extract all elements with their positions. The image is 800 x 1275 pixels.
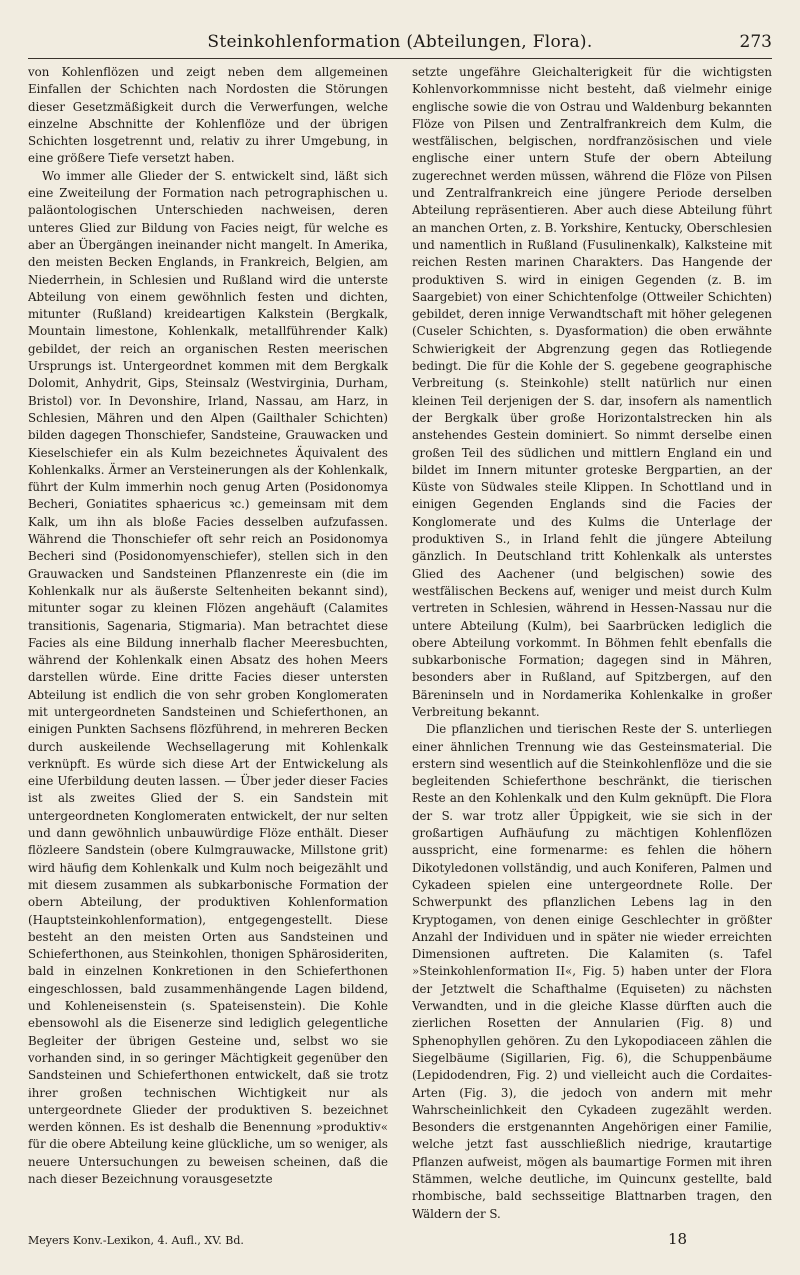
left-column [28, 64, 388, 1222]
page-header [28, 30, 772, 59]
paragraph: Wo immer alle Glieder der S. entwickelt sind, läßt sich eine Zweiteilung der Formation nach petrographischen u. paläontologischen Unterschieden nachweisen, deren unteres Glied zur Bildung von Facies neigt, für welche es aber an Übergängen ineinander nicht mangelt. In Amerika, den meisten Becken Englands, in Frankreich, Belgien, am Niederrhein, in Schlesien und Rußland wird die unterste Abteilung von einem gewöhnlich festen und dichten, mitunter (Rußland) kreideartigen Kalkstein (Bergkalk, Mountain limestone, Kohlenkalk, metallführender Kalk) gebildet, der reich an organischen Resten meerischen Ursprungs ist. Untergeordnet kommen mit dem Bergkalk Dolomit, Anhydrit, Gips, Steinsalz (Westvirginia, Durham, Bristol) vor. In Devonshire, Irland, Nassau, am Harz, in Schlesien, Mähren und den Alpen (Gailthaler Schichten) bilden dagegen Thonschiefer, Sandsteine, Grauwacken und Kieselschiefer ein als Kulm bezeichnetes Äquivalent des Kohlenkalks. Ärmer an Versteinerungen als der Kohlenkalk, führt der Kulm immerhin noch genug Arten (Posidonomya Becheri, Goniatites sphaericus ꝛc.) gemeinsam mit dem Kalk, um ihn als bloße Facies desselben aufzufassen. Während die Thonschiefer oft sehr reich an Posidonomya Becheri sind (Posidonomyenschiefer), stellen sich in den Grauwacken und Sandsteinen Pflanzenreste ein (die im Kohlenkalk nur als äußerste Seltenheiten bekannt sind), mitunter sogar zu kleinen Flözen angehäuft (Calamites transitionis, Sagenaria, Stigmaria). Man betrachtet diese Facies als eine Bildung innerhalb flacher Meeresbuchten, während der Kohlenkalk einen Absatz des hohen Meers darstellen würde. Eine dritte Facies dieser untersten Abteilung ist endlich die von sehr groben Konglomeraten mit untergeordneten Sandsteinen und Schieferthonen, an einigen Punkten Sachsens flözführend, in mehreren Becken durch auskeilende Wechsellagerung mit Kohlenkalk verknüpft. Es würde sich diese Art der Entwickelung als eine Uferbildung deuten lassen. — Über jeder dieser Facies ist als zweites Glied der S. ein Sandstein mit untergeordneten Konglomeraten entwickelt, der nur selten und dann gewöhnlich unbauwürdige Flöze enthält. Dieser flözleere Sandstein (obere Kulmgrauwacke, Millstone grit) wird häufig dem Kohlenkalk und Kulm noch beigezählt und mit diesem zusammen als subkarbonische Formation der obern Abteilung, der produktiven Kohlenformation (Hauptsteinkohlenformation), entgegengestellt. Diese besteht an den meisten Orten aus Sandsteinen und Schieferthonen, aus Steinkohlen, thonigen Sphärosideriten, bald in einzelnen Konkretionen in den Schieferthonen eingeschlossen, bald zusammenhängende Lagen bildend, und Kohleneisenstein (s. Spateisenstein). Die Kohle ebensowohl als die Eisenerze sind lediglich gelegentliche Begleiter der übrigen Gesteine und, selbst wo sie vorhanden sind, in so geringer Mächtigkeit gegenüber den Sandsteinen und Schieferthonen entwickelt, daß sie trotz ihrer großen technischen Wichtigkeit nur als untergeordnete Glieder der produktiven S. bezeichnet werden können. Es ist deshalb die Benennung »produktiv« für die obere Abteilung keine glückliche, um so weniger, als neuere Untersuchungen zu beweisen scheinen, daß die nach dieser Bezeichnung vorausgesetzte [28, 168, 388, 1186]
paragraph: von Kohlenflözen und zeigt neben dem allgemeinen Einfallen der Schichten nach Nordosten die Störungen dieser Gesetzmäßigkeit durch die Verwerfungen, welche einzelne Abschnitte der Kohlenflöze und der übrigen Schichten losgetrennt und, relativ zu ihrer Umgebung, in eine größere Tiefe versetzt haben. [28, 65, 388, 166]
paragraph: setzte ungefähre Gleichalterigkeit für die wichtigsten Kohlenvorkommnisse nicht besteht, daß vielmehr einige englische sowie die von Ostrau und Waldenburg bekannten Flöze von Pilsen und Zentralfrankreich dem Kulm, die westfälischen, belgischen, nordfranzösischen und viele englische einer untern Stufe der obern Abteilung zugerechnet werden müssen, während die Flöze von Pilsen und Zentralfrankreich eine jüngere Periode derselben Abteilung repräsentieren. Aber auch diese Abteilung führt an manchen Orten, z. B. Yorkshire, Kentucky, Oberschlesien und namentlich in Rußland (Fusulinenkalk), Kalksteine mit reichen Resten marinen Charakters. Das Hangende der produktiven S. wird in einigen Gegenden (z. B. im Saargebiet) von einer Schichtenfolge (Ottweiler Schichten) gebildet, deren innige Verwandtschaft mit höher gelegenen (Cuseler Schichten, s. Dyasformation) die oben erwähnte Schwierigkeit der Abgrenzung gegen das Rotliegende bedingt. Die für die Kohle der S. gegebene geographische Verbreitung (s. Steinkohle) stellt natürlich nur einen kleinen Teil derjenigen der S. dar, insofern als namentlich der Bergkalk über große Horizontalstrecken hin als anstehendes Gestein dominiert. So nimmt derselbe einen großen Teil des südlichen und mittlern England ein und bildet im Innern mitunter groteske Bergpartien, an der Küste von Südwales steile Klippen. In Schottland und in einigen Gegenden Englands sind die Facies der Konglomerate und des Kulms die Unterlage der produktiven S., in Irland fehlt die jüngere Abteilung gänzlich. In Deutschland tritt Kohlenkalk als unterstes Glied des Aachener (und belgischen) sowie des westfälischen Beckens auf, weniger und meist durch Kulm vertreten in Schlesien, während in Hessen-Nassau nur die untere Abteilung (Kulm), bei Saarbrücken lediglich die obere Abteilung vorkommt. In Böhmen fehlt ebenfalls die subkarbonische Formation; dagegen sind in Mähren, besonders aber in Rußland, auf Spitzbergen, auf den Bäreninseln und in Nordamerika Kohlenkalke in großer Verbreitung bekannt. [412, 65, 772, 719]
source-line: Meyers Konv.-Lexikon, 4. Aufl., XV. Bd. [28, 1234, 244, 1247]
right-column [412, 64, 772, 1222]
page-footer [28, 1230, 772, 1252]
running-title: Steinkohlenformation (Abteilungen, Flora). [207, 32, 593, 52]
paragraph: Die pflanzlichen und tierischen Reste der S. unterliegen einer ähnlichen Trennung wie das Gesteinsmaterial. Die erstern sind wesentlich auf die Steinkohlenflöze und die sie begleitenden Schieferthone beschränkt, die tierischen Reste an den Kohlenkalk und den Kulm geknüpft. Die Flora der S. war trotz aller Üppigkeit, wie sie sich in der großartigen Aufhäufung zu mächtigen Kohlenflözen ausspricht, eine formenarme: es fehlen die höhern Dikotyledonen vollständig, und auch Koniferen, Palmen und Cykadeen spielen eine untergeordnete Rolle. Der Schwerpunkt des pflanzlichen Lebens lag in den Kryptogamen, von denen einige Geschlechter in größter Anzahl der Individuen und in später nie wieder erreichten Dimensionen auftreten. Die Kalamiten (s. Tafel »Steinkohlenformation II«, Fig. 5) haben unter der Flora der Jetztwelt die Schafthalme (Equiseten) zu nächsten Verwandten, und in die gleiche Klasse dürften auch die zierlichen Rosetten der Annularien (Fig. 8) und Sphenophyllen gehören. Zu den Lykopodiaceen zählen die Siegelbäume (Sigillarien, Fig. 6), die Schuppenbäume (Lepidodendren, Fig. 2) und vielleicht auch die Cordaites-Arten (Fig. 3), die jedoch von andern mit mehr Wahrscheinlichkeit den Cykadeen zugezählt werden. Besonders die erstgenannten Angehörigen einer Familie, welche jetzt fast ausschließlich niedrige, krautartige Pflanzen aufweist, mögen als baumartige Formen mit ihren Stämmen, welche deutliche, im Quincunx gestellte, bald rhombische, bald sechsseitige Blattnarben tragen, den Wäldern der S. [412, 722, 772, 1221]
signature-mark: 18 [668, 1230, 688, 1248]
page-number: 273 [739, 32, 772, 52]
text-columns [28, 64, 772, 1222]
